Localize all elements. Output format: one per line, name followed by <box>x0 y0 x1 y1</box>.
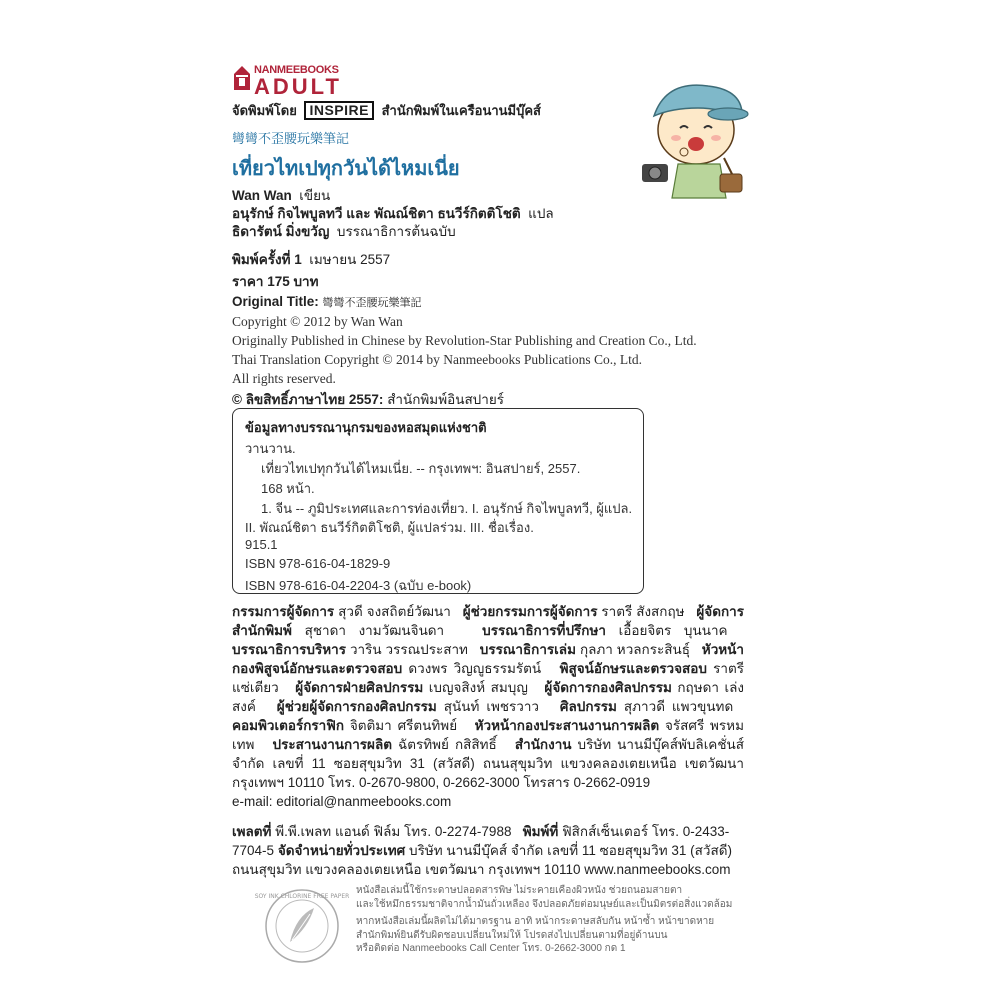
original-title-label: Original Title: <box>232 294 319 309</box>
catalog-line: 1. จีน -- ภูมิประเทศและการท่องเที่ยว. I. อนุรักษ์ กิจไพบูลทวี, ผู้แปล. <box>261 501 633 516</box>
cartoon-character-illustration <box>628 78 758 208</box>
staff-name: กุลภา หวลกระสินธุ์ <box>579 642 690 657</box>
copyright-line: Copyright © 2012 by Wan Wan <box>232 314 403 329</box>
print-label: พิมพ์ครั้งที่ 1 <box>232 252 302 267</box>
credit-name: ธิดารัตน์ มิ่งขวัญ <box>232 224 330 239</box>
credit-name: Wan Wan <box>232 188 292 203</box>
notice-line: หรือติดต่อ Nanmeebooks Call Center โทร. 0-2662-3000 กด 1 <box>356 943 626 954</box>
publisher-prefix: จัดพิมพ์โดย <box>232 103 297 118</box>
notice-line: หนังสือเล่มนี้ใช้กระดาษปลอดสารพิษ ไม่ระคายเคืองผิวหนัง ช่วยถนอมสายตา <box>356 885 683 896</box>
staff-name: สุชาดา งามวัฒนจินดา <box>304 623 445 638</box>
credit-role: เขียน <box>299 188 331 203</box>
staff-name: ดวงพร วิญญูธรรมรัตน์ <box>408 661 542 676</box>
staff-role: ผู้จัดการกองศิลปกรรม <box>544 680 672 695</box>
staff-role: ผู้จัดการสำนักพิมพ์ <box>232 604 744 638</box>
staff-name: ฉัตรทิพย์ กสิสิทธิ์ <box>398 737 497 752</box>
staff-role: ผู้ช่วยผู้จัดการกองศิลปกรรม <box>276 699 437 714</box>
staff-name: สุภาวดี แพวขุนทด <box>623 699 734 714</box>
staff-role: ผู้จัดการฝ่ายศิลปกรรม <box>295 680 424 695</box>
thai-copyright-holder: สำนักพิมพ์อินสปายร์ <box>387 392 504 407</box>
staff-role: สำนักงาน <box>514 737 572 752</box>
staff-credits <box>232 602 744 792</box>
print-edition <box>232 248 390 270</box>
staff-role: ประสานงานการผลิต <box>272 737 392 752</box>
staff-role: หัวหน้ากองประสานงานการผลิต <box>474 718 660 733</box>
catalog-line: ISBN 978-616-04-1829-9 <box>245 556 391 571</box>
catalog-line: 168 หน้า. <box>261 481 315 496</box>
credit-role: บรรณาธิการต้นฉบับ <box>336 224 456 239</box>
notice-line: หากหนังสือเล่มนี้ผลิตไม่ได้มาตรฐาน อาทิ หน้ากระดาษสลับกัน หน้าซ้ำ หน้าขาดหาย <box>356 916 715 927</box>
inspire-logo: INSPIRE <box>304 101 374 120</box>
staff-name: ราตรี สังสกฤษ <box>601 604 685 619</box>
logo-top-text: NANMEEBOOKS <box>254 64 339 76</box>
copyright-block <box>232 312 697 388</box>
staff-name: กฤษดา เล่งสงค์ <box>232 680 744 714</box>
logo-building-icon <box>232 64 252 90</box>
printing-name: พี.พี.เพลท แอนด์ ฟิล์ม โทร. 0-2274-7988 <box>275 824 512 839</box>
staff-role: คอมพิวเตอร์กราฟิก <box>232 718 344 733</box>
staff-name: สุนันท์ เพชรวาว <box>443 699 540 714</box>
notice-line: สำนักพิมพ์ยินดีรับผิดชอบเปลี่ยนใหม่ให้ โปรดส่งไปเปลี่ยนตามที่อยู่ด้านบน <box>356 929 668 941</box>
printing-role: จัดจำหน่ายทั่วประเทศ <box>277 843 406 858</box>
staff-role: กรรมการผู้จัดการ <box>232 604 335 619</box>
staff-role: บรรณาธิการเล่ม <box>479 642 576 657</box>
catalog-heading: ข้อมูลทางบรรณานุกรมของหอสมุดแห่งชาติ <box>245 420 487 435</box>
logo-big-text: ADULT <box>254 74 342 99</box>
staff-role: ผู้ช่วยกรรมการผู้จัดการ <box>462 604 598 619</box>
staff-name: วาริน วรรณประสาท <box>349 642 468 657</box>
publisher-line <box>232 100 541 121</box>
staff-name: สุวดี จงสถิตย์วัฒนา <box>338 604 451 619</box>
staff-role: ศิลปกรรม <box>559 699 617 714</box>
credit-role: แปล <box>528 206 554 221</box>
paper-notice <box>356 884 736 956</box>
copyright-line: All rights reserved. <box>232 371 336 386</box>
catalog-line: วานวาน. <box>245 441 296 456</box>
credit-editor <box>232 220 456 242</box>
staff-role: หัวหน้ากองพิสูจน์อักษรและตรวจสอบ <box>232 642 744 676</box>
catalog-line: เที่ยวไทเปทุกวันได้ไหมเนี่ย. -- กรุงเทพฯ: อินสปายร์, 2557. <box>261 461 581 476</box>
print-date: เมษายน 2557 <box>309 252 391 267</box>
staff-name: จิตติมา ศรีตนทิพย์ <box>349 718 458 733</box>
price: ราคา 175 บาท <box>232 274 319 289</box>
original-title-line <box>232 294 422 310</box>
copyright-line: Originally Published in Chinese by Revolution-Star Publishing and Creation Co., Ltd. <box>232 333 697 348</box>
email: e-mail: editorial@nanmeebooks.com <box>232 794 452 809</box>
printing-info <box>232 822 744 879</box>
seal-text: SOY INK CHLORINE FREE PAPER <box>254 893 350 900</box>
catalog-line: 915.1 <box>245 537 278 552</box>
printing-name: ฟิสิกส์เซ็นเตอร์ โทร. 0-2433-7704-5 <box>232 824 730 858</box>
staff-name: เบญจสิงห์ สมบุญ <box>428 680 528 695</box>
catalog-line: ISBN 978-616-04-2204-3 (ฉบับ e-book) <box>245 578 472 593</box>
thai-copyright <box>232 388 504 410</box>
credit-name: อนุรักษ์ กิจไพบูลทวี และ พัณณ์ชิตา ธนวีร์กิตติโชติ <box>232 206 521 221</box>
chinese-title: 彎彎不歪腰玩樂筆記 <box>232 131 350 146</box>
staff-name: บริษัท นานมีบุ๊คส์พับลิเคชั่นส์ จำกัด เลขที่ 11 ซอยสุขุมวิท 31 (สวัสดี) ถนนสุขุมวิท แขวงคลองเตยเหนือ เขตวัฒนา กรุงเทพฯ 10110 โทร. 0-2670-9800, 0-2662-3000 โทรสาร 0-2662-0919 <box>232 737 744 790</box>
staff-name: ราตรี แซ่เตียว <box>232 661 744 695</box>
staff-role: พิสูจน์อักษรและตรวจสอบ <box>559 661 707 676</box>
staff-role: บรรณาธิการที่ปรึกษา <box>482 623 606 638</box>
catalog-line: II. พัณณ์ชิตา ธนวีร์กิตติโชติ, ผู้แปลร่วม. III. ชื่อเรื่อง. <box>245 520 534 535</box>
thai-title: เที่ยวไทเปทุกวันได้ไหมเนี่ย <box>232 158 460 180</box>
printing-role: พิมพ์ที่ <box>522 824 559 839</box>
eco-paper-seal-icon <box>254 886 350 966</box>
staff-name: เอื้อยจิตร บุนนาค <box>618 623 728 638</box>
original-title-value: 彎彎不歪腰玩樂筆記 <box>322 297 422 309</box>
staff-role: บรรณาธิการบริหาร <box>232 642 346 657</box>
cataloging-data-box <box>232 408 644 594</box>
thai-copyright-label: © ลิขสิทธิ์ภาษาไทย 2557: <box>232 392 384 407</box>
publisher-suffix: สำนักพิมพ์ในเครือนานมีบุ๊คส์ <box>381 103 541 118</box>
notice-line: และใช้หมึกธรรมชาติจากน้ำมันถั่วเหลือง จึงปลอดภัยต่อมนุษย์และเป็นมิตรต่อสิ่งแวดล้อม <box>356 898 733 910</box>
copyright-line: Thai Translation Copyright © 2014 by Nanmeebooks Publications Co., Ltd. <box>232 352 642 367</box>
printing-role: เพลตที่ <box>232 824 272 839</box>
printing-name: บริษัท นานมีบุ๊คส์ จำกัด เลขที่ 11 ซอยสุขุมวิท 31 (สวัสดี) ถนนสุขุมวิท แขวงคลองเตยเหนือ เขตวัฒนา กรุงเทพฯ 10110 www.nanmeebooks.com <box>232 843 732 877</box>
staff-name: จรัสศรี พรหมเทพ <box>232 718 744 752</box>
publisher-logo <box>232 60 352 100</box>
